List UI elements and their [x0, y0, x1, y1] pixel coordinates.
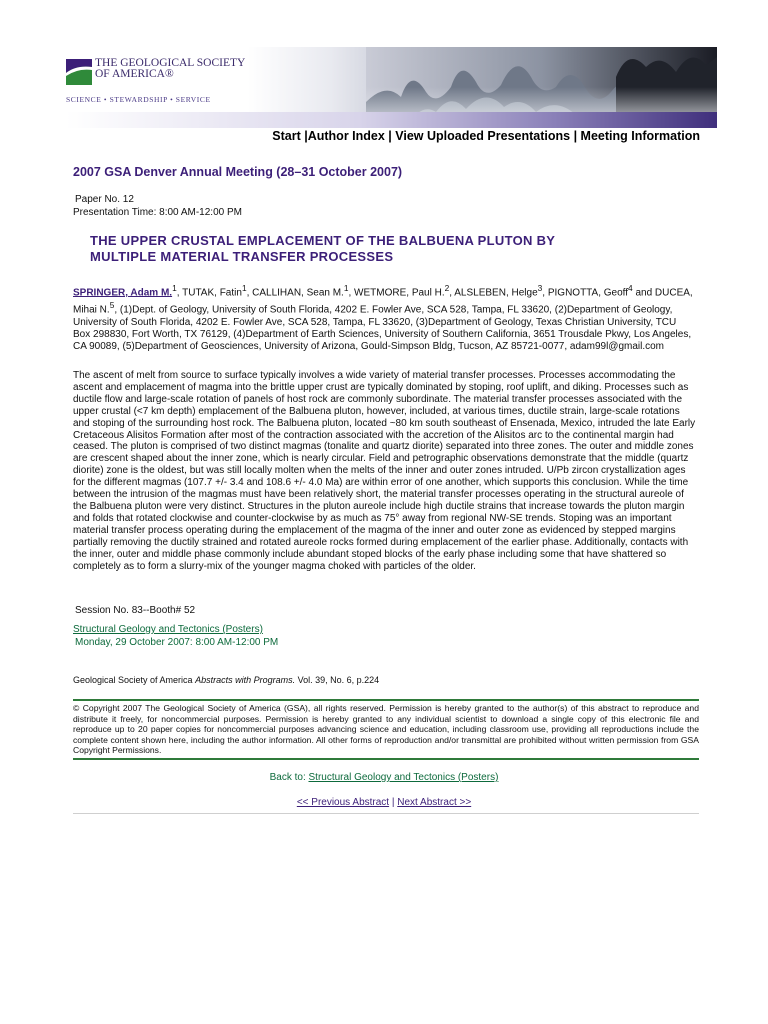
author-name: , WETMORE, Paul H. — [348, 287, 445, 299]
org-name-line1: THE GEOLOGICAL SOCIETY — [95, 57, 246, 69]
affiliation-marker: 3 — [537, 283, 543, 293]
citation-suffix: Vol. 39, No. 6, p.224 — [295, 675, 380, 685]
affiliation-marker: 1 — [343, 283, 349, 293]
org-tagline: SCIENCE • STEWARDSHIP • SERVICE — [66, 95, 211, 104]
nav-separator: | — [570, 129, 581, 143]
abstract-pager — [0, 797, 768, 808]
banner-band — [66, 112, 717, 128]
back-to-session-link[interactable]: Structural Geology and Tectonics (Posters) — [308, 772, 499, 783]
top-nav — [272, 129, 700, 143]
session-date: Monday, 29 October 2007: 8:00 AM-12:00 PM — [75, 637, 279, 648]
affiliation-marker: 5 — [109, 300, 115, 311]
citation — [73, 675, 379, 685]
org-name-line2: OF AMERICA® — [95, 68, 174, 80]
footer-divider — [73, 813, 699, 814]
author-name: , ALSLEBEN, Helge — [449, 287, 538, 299]
citation-journal: Abstracts with Programs. — [195, 675, 296, 685]
author-name: , PIGNOTTA, Geoff — [542, 287, 629, 299]
presentation-time: Presentation Time: 8:00 AM-12:00 PM — [73, 207, 242, 218]
paper-number: Paper No. 12 — [75, 194, 134, 205]
meeting-title: 2007 GSA Denver Annual Meeting (28–31 October 2007) — [73, 165, 403, 179]
next-abstract-link[interactable]: Next Abstract >> — [397, 797, 472, 808]
nav-separator: | — [384, 129, 396, 143]
citation-prefix: Geological Society of America — [73, 675, 196, 685]
nav-author-index-link[interactable]: Author Index — [307, 129, 385, 143]
affiliation-marker: 1 — [172, 283, 177, 293]
org-name — [95, 58, 245, 80]
divider-bottom — [73, 758, 699, 760]
nav-separator: | — [300, 129, 308, 143]
abstract-title-line1: THE UPPER CRUSTAL EMPLACEMENT OF THE BALBUENA PLUTON BY — [90, 233, 556, 248]
affiliations-text: , (1)Dept. of Geology, University of South Florida, 4202 E. Fowler Ave, SCA 528, Tampa, FL 33620, (2)Department of Geology, University of South Florida, 4202 E. Fowler Ave, SCA 528, Tampa, FL 33620, (3)Department of Geology, Texas Christian University, TCU Box 298830, Fort Worth, TX 76129, (4)Department of Earth Sciences, University of Southern California, 3651 Trousdale Pkwy, Los Angeles, CA 90089, (5)Department of Geosciences, University of Arizona, Gould-Simpson Bldg, Tucson, AZ 85721-0077, adam99l@gmail.com — [73, 304, 692, 352]
nav-uploaded-presentations-link[interactable]: View Uploaded Presentations — [395, 129, 571, 143]
author-name: and DUCEA, Mihai N. — [73, 287, 693, 316]
session-link-wrapper — [73, 624, 263, 635]
abstract-body: The ascent of melt from source to surface typically involves a wide variety of material transfer processes. Processes accommodating the ascent and emplacement of magma into the brittle upper crust are typically dominated by stoping, roof uplift, and diking. Processes such as ductile flow and large-scale rotation of panels of host rock are commonly subordinate. The material transfer processes associated with the upper crustal (<7 km depth) emplacement of the Balbuena pluton, however, included, at various times, ductile strain, large-scale rotations and stoping of the surrounding host rock. The Balbuena pluton, located ~80 km south southeast of Ensenada, Mexico, intruded the late Early Cretaceous Alisitos Formation after most of the contraction associated with the accretion of the Alisitos arc to the continental margin had ceased. The pluton is comprised of two distinct magmas (tonalite and quartz diorite) separated into three zones. The outer and middle zones are crescent shaped about the inner zone, which is nearly circular. Field and petrographic observations demonstrate that the middle (quartz diorite) zone is the oldest, but was still locally molten when the melts of the inner and outer zones intruded. U/Pb zircon crystallization ages for the different magmas (107.7 +/- 3.4 and 108.6 +/- 4.0 Ma) are within error of one another, which supports this conclusion. While the time between the intrusion of the magmas must have been relatively short, the material transfer processes operating in the structural aureole of the Balbuena pluton were very distinct. Structures in the pluton aureole include high ductile strains that increase towards the pluton margin and folds that rotated clockwise and counter-clockwise by as much as 75° away from regional NW-SE trends. Stoping was an important material transfer process operating during the emplacement of the magma of the inner and outer zone as evidenced by stepped margins partially removing the ductily strained and rotated aureole rocks formed during emplacement of the earlier phase. Additionally, contacts with the inner, outer and middle phase commonly include abundant stoped blocks of the early phase including some that have shattered so completely as to form a slurry-mix of the younger magma choked with particles of the older. — [73, 370, 696, 572]
abstract-title — [90, 233, 650, 265]
nav-start-link[interactable]: Start — [272, 129, 301, 143]
author-list — [73, 282, 695, 353]
session-number: Session No. 83--Booth# 52 — [75, 605, 196, 616]
affiliation-marker: 2 — [444, 283, 450, 293]
pager-separator: | — [389, 797, 398, 808]
gsa-logo-icon[interactable] — [66, 59, 92, 85]
back-to-label: Back to: — [269, 772, 309, 783]
author-name: , TUTAK, Fatin — [176, 287, 242, 299]
copyright-notice: © Copyright 2007 The Geological Society of America (GSA), all rights reserved. Permission is hereby granted to the author(s) of this abstract to reproduce and distribute it freely, for noncommercial purposes. Permission is hereby granted to any individual scientist to download a single copy of this electronic file and reproduce up to 20 paper copies for noncommercial purposes advancing science and education, including classroom use, providing all reproductions include the complete content shown here, including the author information. All other forms of reproduction and/or transmittal are prohibited without written permission from GSA Copyright Permissions. — [73, 703, 699, 756]
divider-top — [73, 699, 699, 701]
previous-abstract-link[interactable]: << Previous Abstract — [296, 797, 390, 808]
affiliation-marker: 1 — [241, 283, 247, 293]
abstract-title-line2: MULTIPLE MATERIAL TRANSFER PROCESSES — [90, 249, 394, 264]
session-link[interactable]: Structural Geology and Tectonics (Posters) — [73, 624, 263, 635]
affiliation-marker: 4 — [628, 283, 633, 293]
nav-meeting-information-link[interactable]: Meeting Information — [580, 129, 700, 143]
author-name: , CALLIHAN, Sean M. — [246, 287, 344, 299]
lead-author-link[interactable]: SPRINGER, Adam M. — [73, 287, 173, 299]
back-to — [0, 772, 768, 783]
